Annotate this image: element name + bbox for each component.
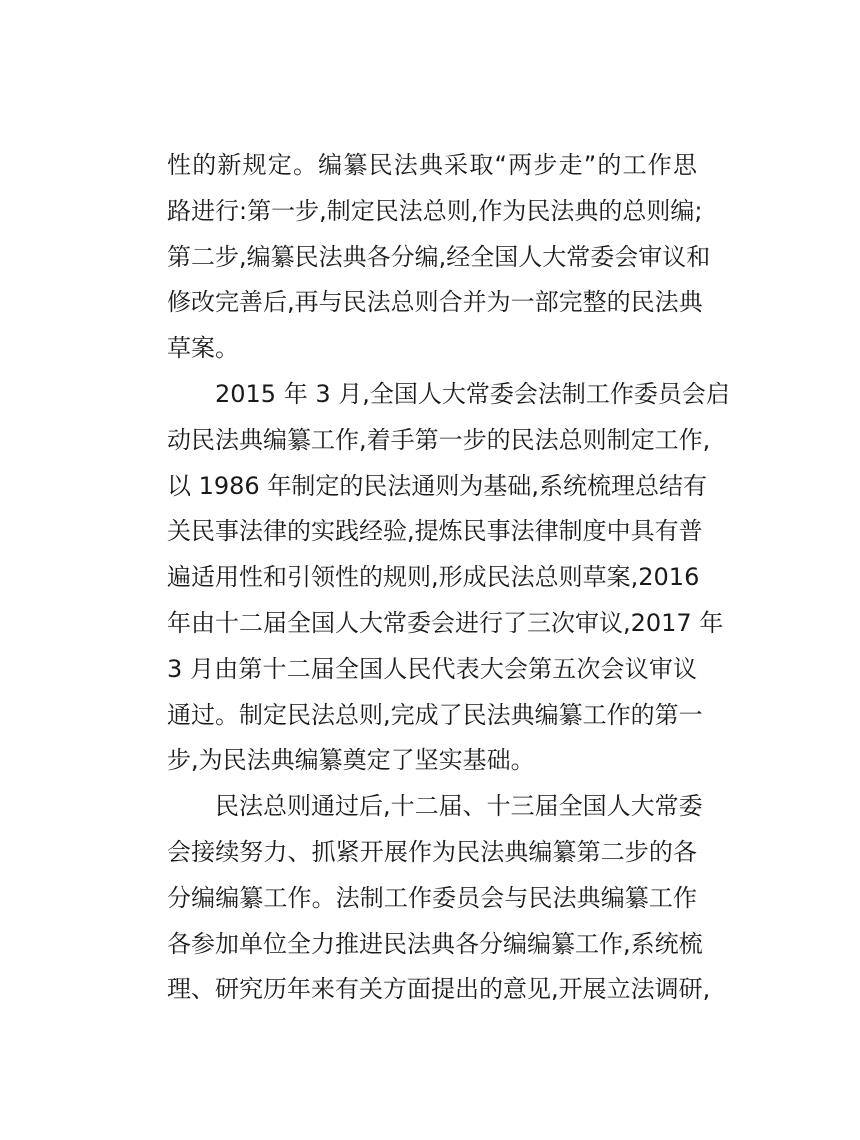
text-line: 第二步,编纂民法典各分编,经全国人大常委会审议和	[167, 242, 711, 271]
text-line: 遍适用性和引领性的规则,形成民法总则草案,2016	[167, 563, 700, 592]
text-line: 民法总则通过后,十二届、十三届全国人大常委	[215, 792, 703, 821]
text-line: 理、研究历年来有关方面提出的意见,开展立法调研,	[167, 975, 711, 1004]
text-line: 2015 年 3 月,全国人大常委会法制工作委员会启	[215, 379, 730, 408]
body-text	[167, 143, 730, 1013]
text-line: 路进行:第一步,制定民法总则,作为民法典的总则编;	[167, 196, 703, 225]
text-line: 分编编纂工作。法制工作委员会与民法典编纂工作	[167, 883, 697, 912]
text-line: 各参加单位全力推进民法典各分编编纂工作,系统梳	[167, 929, 703, 958]
text-line: 草案。	[167, 334, 239, 363]
text-line: 步,为民法典编纂奠定了坚实基础。	[167, 746, 535, 775]
text-line: 动民法典编纂工作,着手第一步的民法总则制定工作,	[167, 425, 711, 454]
text-line: 通过。制定民法总则,完成了民法典编纂工作的第一	[167, 700, 703, 729]
text-line: 关民事法律的实践经验,提炼民事法律制度中具有普	[167, 517, 703, 546]
text-line: 年由十二届全国人大常委会进行了三次审议,2017 年	[167, 608, 724, 637]
text-line: 以 1986 年制定的民法通则为基础,系统梳理总结有	[167, 471, 707, 500]
text-line: 性的新规定。编纂民法典采取“两步走”的工作思	[167, 151, 697, 179]
text-line: 会接续努力、抓紧开展作为民法典编纂第二步的各	[167, 837, 697, 866]
text-line: 3 月由第十二届全国人民代表大会第五次会议审议	[167, 654, 697, 683]
text-line: 修改完善后,再与民法总则合并为一部完整的民法典	[167, 288, 703, 317]
